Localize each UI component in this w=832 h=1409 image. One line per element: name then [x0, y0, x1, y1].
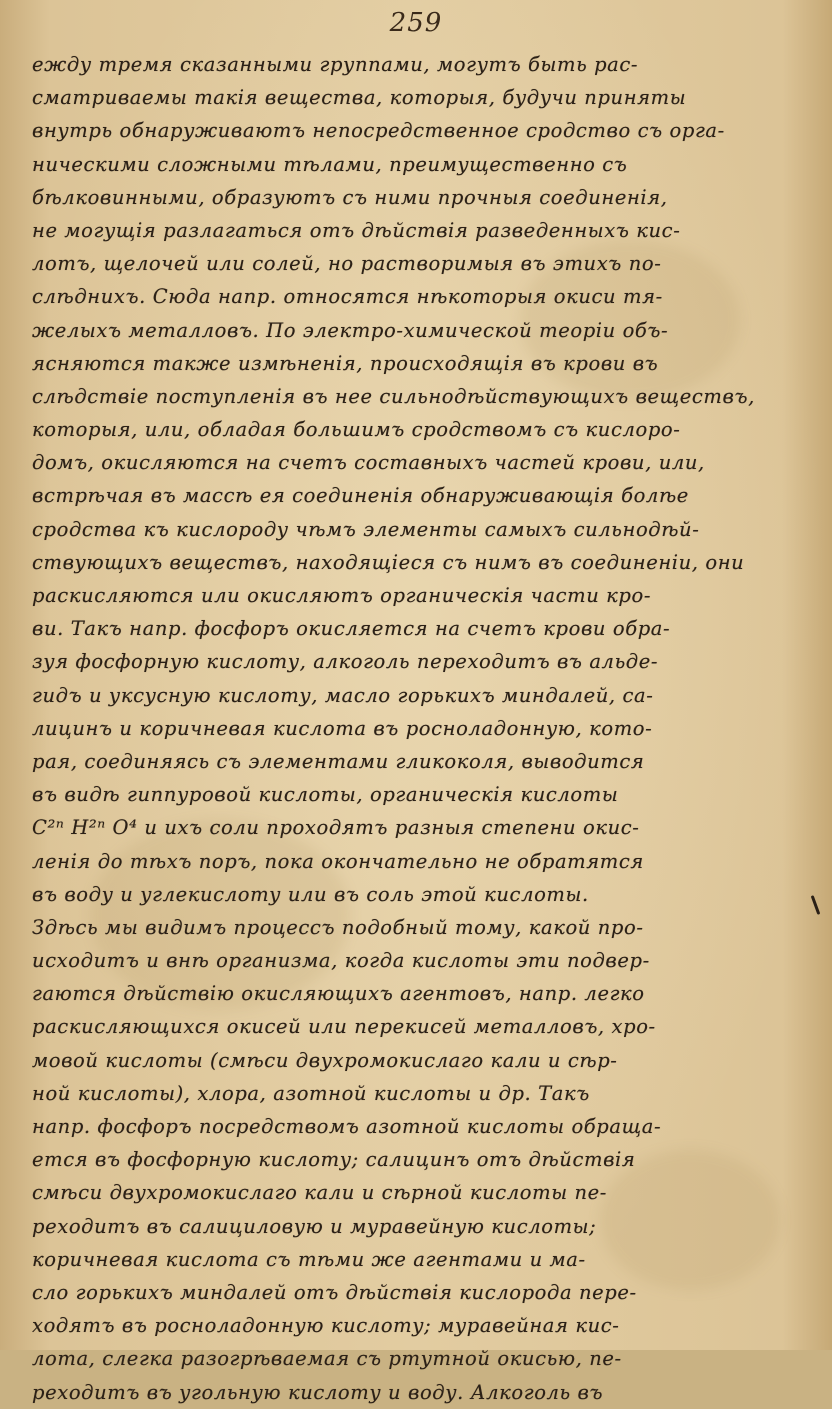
text-line: напр. фосфоръ посредствомъ азотной кислоты обраща- [32, 1115, 662, 1138]
text-line: исходитъ и внѣ организма, когда кислоты эти подвер- [32, 949, 650, 973]
text-line: внутрь обнаруживаютъ непосредственное сродство съ орга- [32, 119, 725, 143]
text-line: встрѣчая въ массѣ ея соединенія обнаруживающія болѣе [32, 484, 689, 508]
text-line: желыхъ металловъ. По электро-химической теоріи объ- [32, 318, 669, 342]
text-line: ническими сложными тѣлами, преимущественно съ [32, 152, 628, 176]
text-line: ходятъ въ росноладонную кислоту; муравейная кис- [32, 1314, 620, 1338]
text-line: раскисляющихся окисей или перекисей металловъ, хро- [32, 1015, 656, 1039]
text-line: C²ⁿ H²ⁿ O⁴ и ихъ соли проходятъ разныя степени окис- [32, 816, 640, 840]
text-line: сматриваемы такія вещества, которыя, будучи приняты [32, 86, 687, 110]
text-line: ясняются также измѣненія, происходящія въ крови въ [32, 351, 659, 375]
text-line: реходитъ въ угольную кислоту и воду. Алкоголь въ [32, 1380, 604, 1404]
text-line: ной кислоты), хлора, азотной кислоты и др. Такъ [32, 1081, 590, 1105]
text-line: мовой кислоты (смѣси двухромокислаго кали и сѣр- [32, 1048, 618, 1072]
text-line: зуя фосфорную кислоту, алкоголь переходитъ въ альде- [32, 650, 659, 674]
handwritten-text-block [32, 48, 822, 1409]
text-line: ежду тремя сказанными группами, могутъ быть рас- [32, 53, 639, 76]
text-line: ется въ фосфорную кислоту; салицинъ отъ дѣйствія [32, 1148, 636, 1172]
text-line: слѣдствіе поступленія въ нее сильнодѣйствующихъ веществъ, [32, 384, 755, 408]
text-line: слѣднихъ. Сюда напр. относятся нѣкоторыя окиси тя- [32, 285, 663, 309]
text-line: смѣси двухромокислаго кали и сѣрной кислоты пе- [32, 1181, 607, 1205]
text-line: рая, соединяясь съ элементами гликоколя, выводится [32, 749, 645, 773]
text-line: коричневая кислота съ тѣми же агентами и ма- [32, 1247, 586, 1271]
text-line: сло горькихъ миндалей отъ дѣйствія кислорода пере- [32, 1280, 637, 1304]
text-line: домъ, окисляются на счетъ составныхъ частей крови, или, [32, 451, 705, 475]
text-line: гидъ и уксусную кислоту, масло горькихъ миндалей, са- [32, 683, 654, 707]
text-line: ви. Такъ напр. фосфоръ окисляется на счетъ крови обра- [32, 617, 671, 641]
page-number: 259 [389, 8, 443, 38]
text-line: въ воду и углекислоту или въ соль этой кислоты. [32, 882, 589, 906]
text-line: въ видѣ гиппуровой кислоты, органическія кислоты [32, 783, 619, 807]
text-line: лицинъ и коричневая кислота въ росноладонную, кото- [32, 716, 653, 740]
text-line: не могущія разлагаться отъ дѣйствія разведенныхъ кис- [32, 218, 681, 242]
text-line: бѣлковинными, образуютъ съ ними прочныя соединенія, [32, 185, 668, 209]
text-line: раскисляются или окисляютъ органическія части кро- [32, 584, 652, 607]
text-line: которыя, или, обладая большимъ сродствомъ съ кислоро- [32, 418, 681, 442]
text-line: реходитъ въ салициловую и муравейную кислоты; [32, 1214, 597, 1238]
text-line: лота, слегка разогрѣваемая съ ртутной окисью, пе- [32, 1347, 622, 1371]
text-line: гаются дѣйствію окисляющихъ агентовъ, напр. легко [32, 982, 645, 1006]
text-line: ленія до тѣхъ поръ, пока окончательно не обратятся [32, 849, 644, 873]
text-line: Здѣсь мы видимъ процессъ подобный тому, какой про- [32, 915, 644, 939]
text-line: лотъ, щелочей или солей, но растворимыя въ этихъ по- [32, 252, 662, 276]
text-line: сродства къ кислороду чѣмъ элементы самыхъ сильнодѣй- [32, 517, 700, 541]
text-line: ствующихъ веществъ, находящіеся съ нимъ въ соединеніи, они [32, 550, 745, 574]
